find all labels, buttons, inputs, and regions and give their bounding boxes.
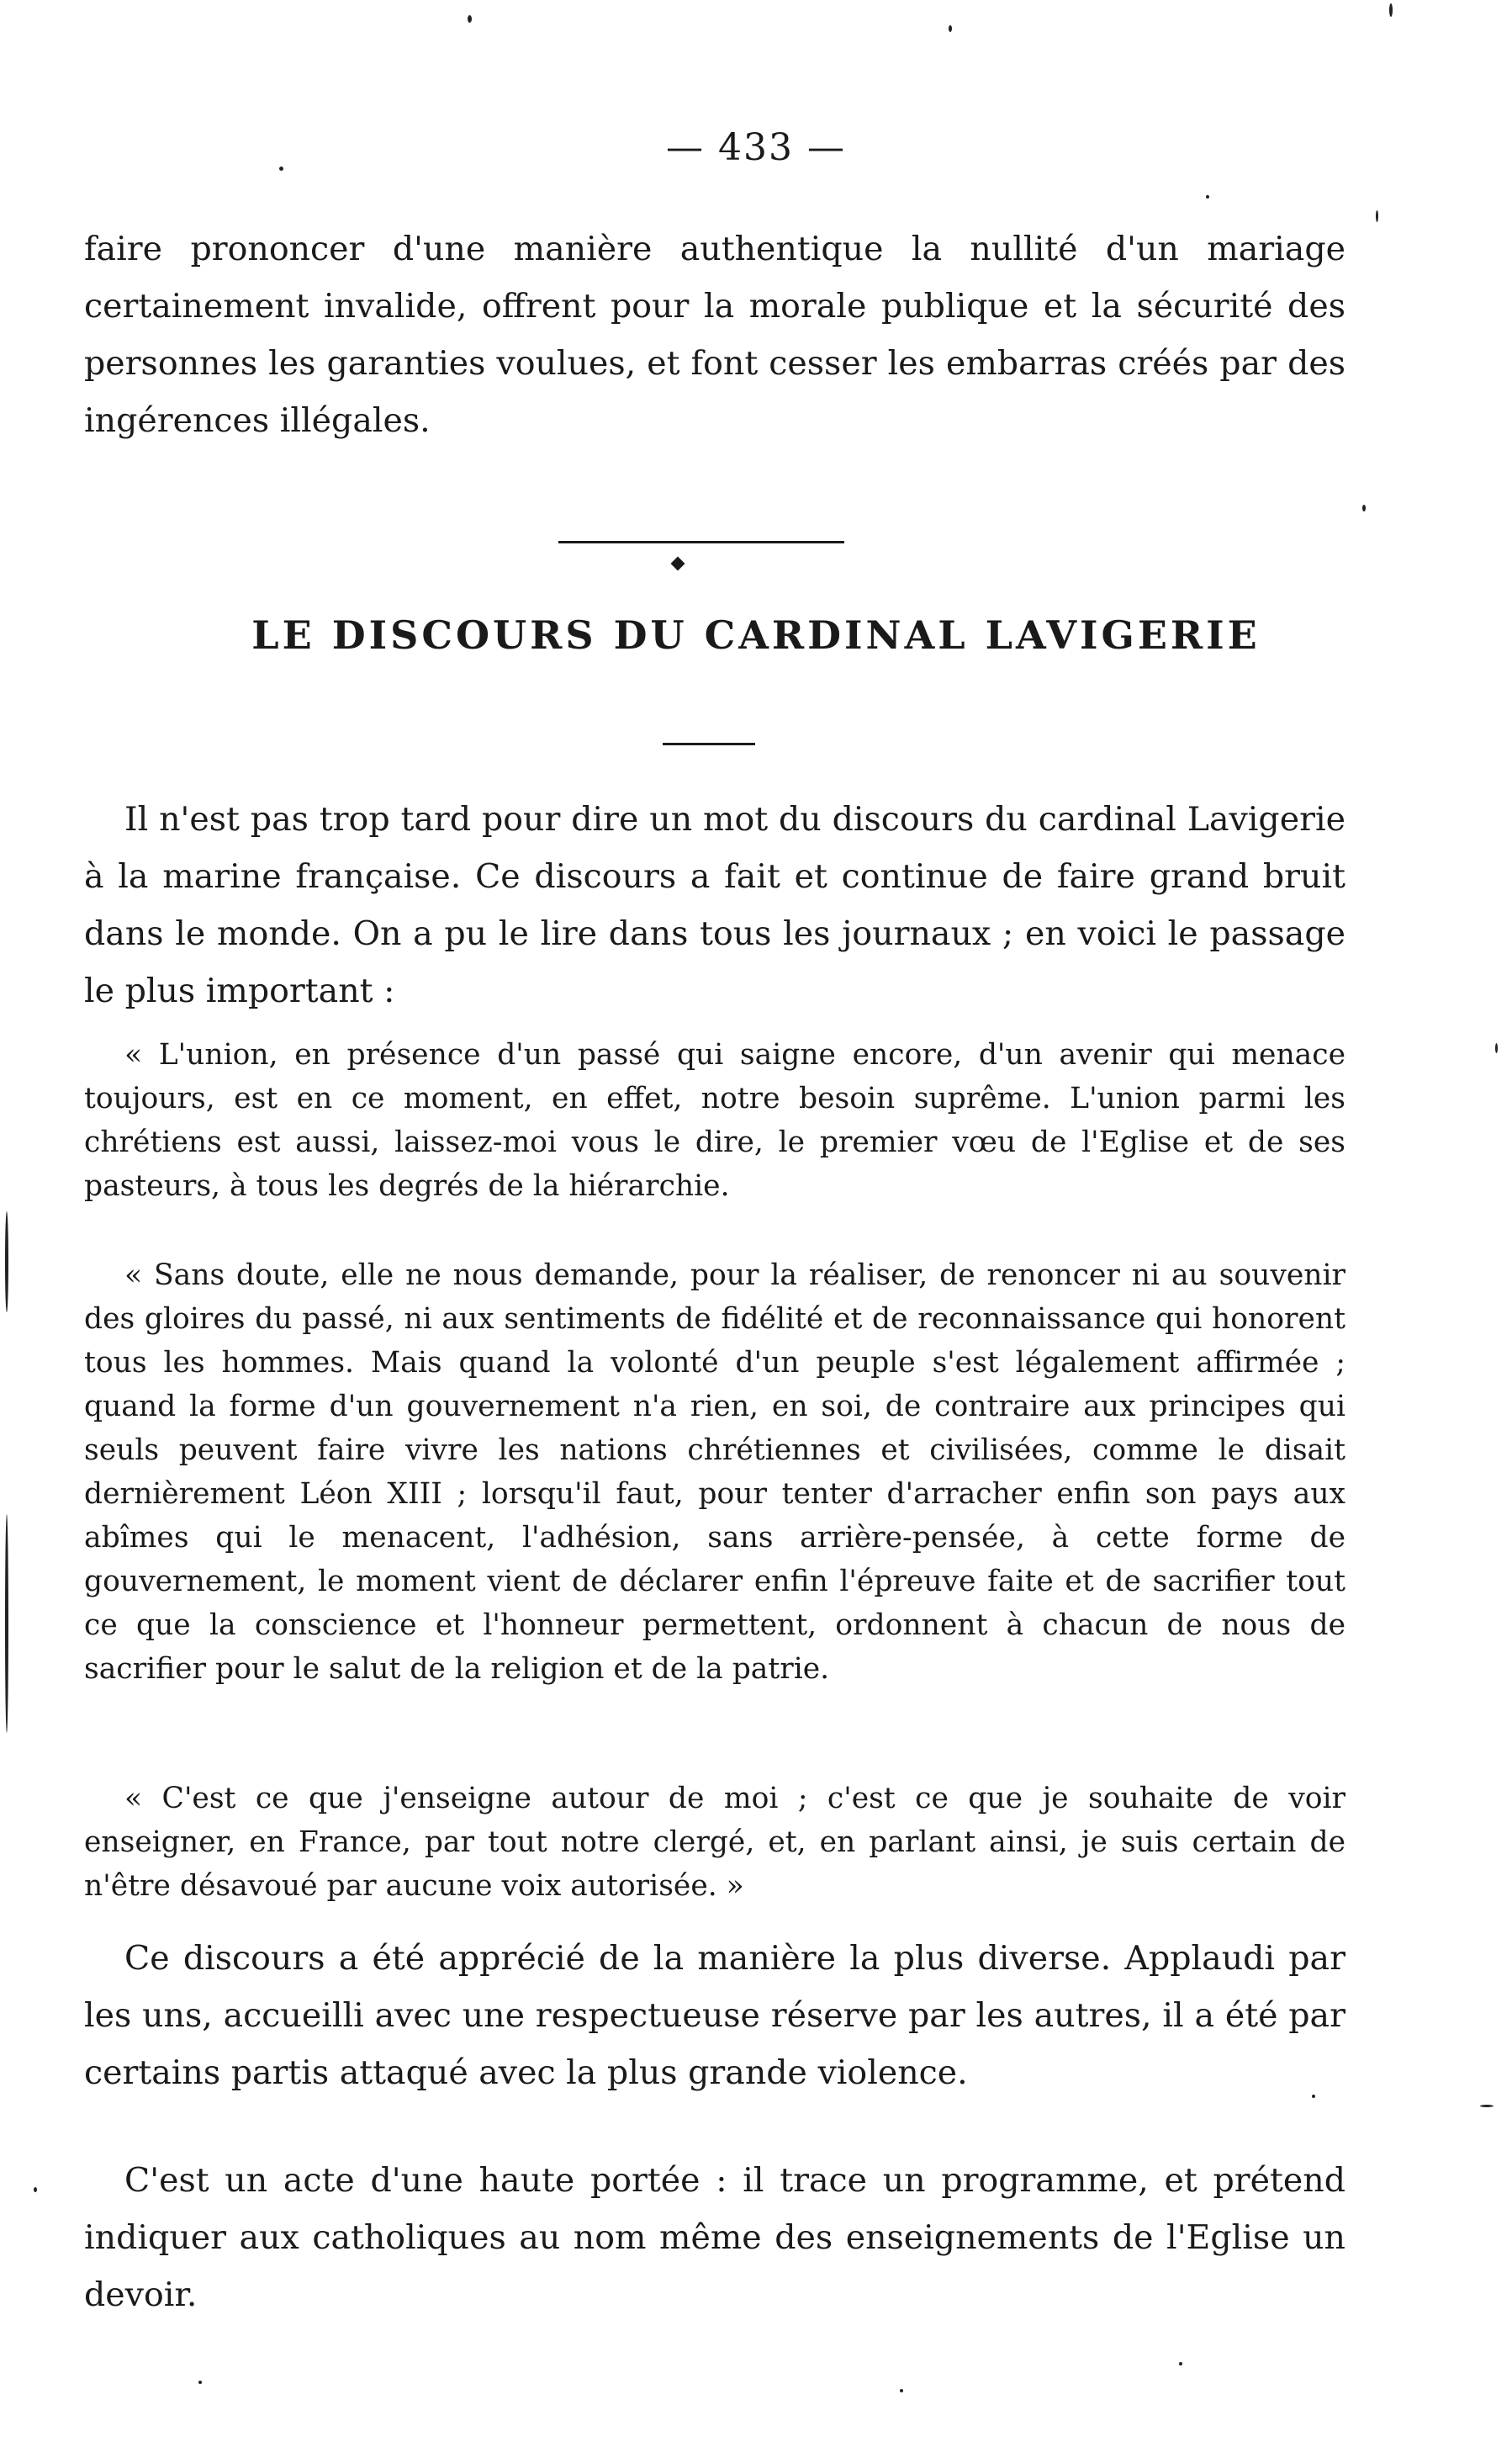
scan-speck [1389, 3, 1393, 17]
heading-underline-rule [663, 743, 755, 745]
scan-speck [1362, 505, 1366, 511]
scan-speck [1312, 2095, 1315, 2098]
scan-speck [1206, 195, 1209, 199]
paragraph-reception: Ce discours a été apprécié de la manière la plus diverse. Applaudi par les uns, accueilli avec une respectueuse réserve par les autres, il a été par certains partis attaqué avec la plus grande violence. [84, 1939, 1345, 2092]
scan-speck [34, 2187, 37, 2192]
scan-speck [949, 25, 952, 32]
page-number: — 433 — [666, 126, 846, 169]
scan-speck [1376, 210, 1378, 222]
scan-speck [1495, 1043, 1498, 1053]
paragraph-continuation: faire prononcer d'une manière authentique la nullité d'un mariage certainement invalide, offrent pour la morale publique et la sécurité des personnes les garanties voulues, et font cesser les embarras créés par des ingérences illégales. [84, 230, 1345, 440]
scan-speck [468, 15, 472, 23]
scan-speck [198, 2381, 202, 2384]
paragraph-intro: Il n'est pas trop tard pour dire un mot du discours du cardinal Lavigerie à la marine française. Ce discours a fait et continue de faire grand bruit dans le monde. On a pu le lire dans tous les journaux ; en voici le passage le plus important : [84, 800, 1345, 1010]
scan-margin-mark [5, 1514, 8, 1733]
quote-paragraph-1: « L'union, en présence d'un passé qui saigne encore, d'un avenir qui menace toujours, est en ce moment, en effet, notre besoin suprême. L'union parmi les chrétiens est aussi, laissez-moi vous le dire, le premier vœu de l'Eglise et de ses pasteurs, à tous les degrés de la hiérarchie. [84, 1038, 1345, 1203]
section-heading: LE DISCOURS DU CARDINAL LAVIGERIE [251, 612, 1261, 658]
section-divider-rule [558, 541, 844, 543]
quote-paragraph-2: « Sans doute, elle ne nous demande, pour la réaliser, de renoncer ni au souvenir des gloires du passé, ni aux sentiments de fidélité et de reconnaissance qui honorent tous les hommes. Mais quand la volonté d'un peuple s'est légalement affirmée ; quand la forme d'un gouvernement n'a rien, en soi, de contraire aux principes qui seuls peuvent faire vivre les nations chrétiennes et civilisées, comme le disait dernièrement Léon XIII ; lorsqu'il faut, pour tenter d'arracher enfin son pays aux abîmes qui le menacent, l'adhésion, sans arrière-pensée, à cette forme de gouvernement, le moment vient de déclarer enfin l'épreuve faite et de sacrifier tout ce que la conscience et l'honneur permettent, ordonnent à chacun de nous de sacrifier pour le salut de la religion et de la patrie. [84, 1258, 1345, 1686]
ornament-dot [671, 557, 685, 571]
scan-speck [1480, 2105, 1493, 2107]
scan-speck [1179, 2362, 1182, 2365]
paragraph-conclusion: C'est un acte d'une haute portée : il trace un programme, et prétend indiquer aux catholiques au nom même des enseignements de l'Eglise un devoir. [84, 2161, 1345, 2314]
quote-paragraph-3: « C'est ce que j'enseigne autour de moi ; c'est ce que je souhaite de voir enseigner, en France, par tout notre clergé, et, en parlant ainsi, je suis certain de n'être désavoué par aucune voix autorisée. » [84, 1782, 1345, 1903]
scan-margin-mark [5, 1211, 8, 1312]
scan-speck [279, 167, 283, 171]
scan-speck [900, 2389, 903, 2392]
